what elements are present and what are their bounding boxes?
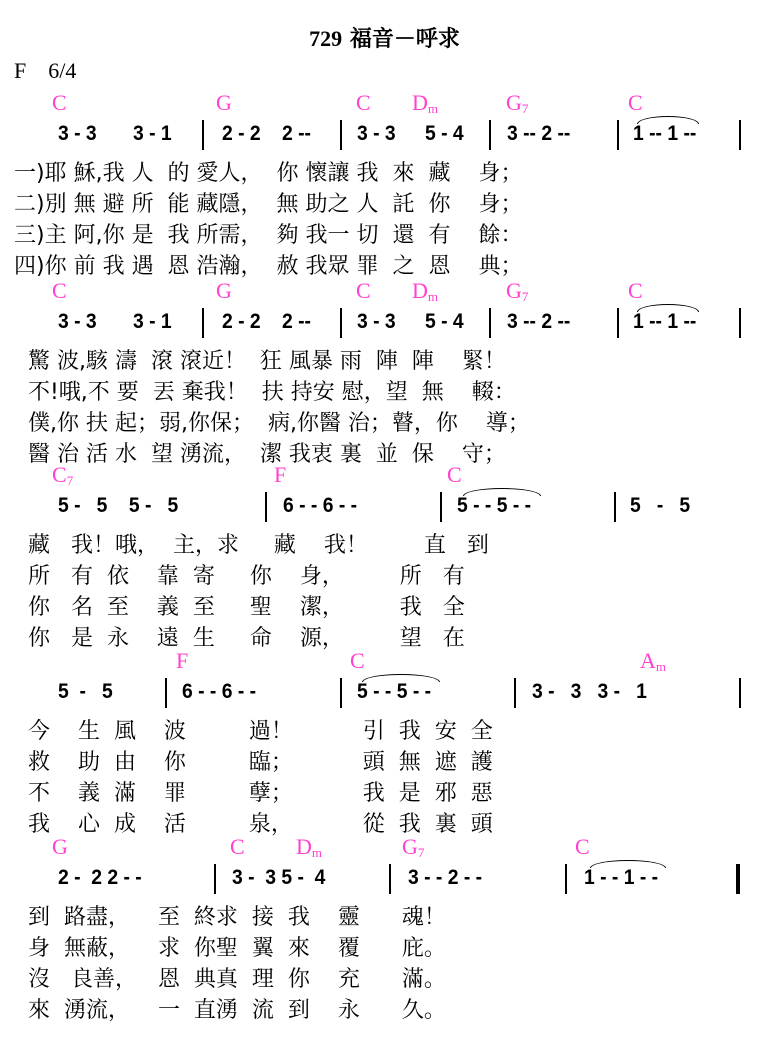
- note-group: 2 - 2: [222, 122, 261, 145]
- note-group: 5 - - 5 - -: [357, 680, 432, 703]
- chord-symbol: F: [274, 462, 287, 487]
- lyric-line-verse-4: 你 是 永 遠 生 命 源， 望 在: [14, 626, 465, 651]
- lyric-line-verse-2: 所 有 依 靠 寄 你 身， 所 有: [14, 564, 465, 589]
- note-group: 1 -- 1 --: [633, 310, 697, 333]
- chord-symbol: $D_m$: [412, 278, 439, 304]
- chord-symbol: G: [216, 90, 232, 115]
- note-group: 3 - 1: [133, 310, 172, 333]
- lyric-line-verse-1: 到 路盡， 至 終求 接 我 靈 魂！: [14, 905, 446, 930]
- note-group: 3 - 3: [58, 122, 97, 145]
- note-group: 5 - 4: [425, 122, 464, 145]
- note-group: 3 - 3 5 - 4: [232, 866, 326, 889]
- barline: [514, 678, 516, 708]
- chord-symbol: C: [230, 834, 245, 859]
- note-group: 3 - 3: [357, 310, 396, 333]
- song-title: [0, 22, 769, 53]
- barline: [565, 864, 567, 894]
- chord-symbol: $C_7$: [52, 462, 74, 488]
- note-group: 3 -- 2 --: [507, 122, 571, 145]
- note-group: 2 - 2 2 - -: [58, 866, 142, 889]
- lyric-line-verse-2: 不!哦,不 要 丟 棄我！ 扶 持安 慰，望 無 輟：: [14, 380, 516, 405]
- note-group: 2 - 2: [222, 310, 261, 333]
- tie-arc: [637, 116, 699, 124]
- tie-arc: [463, 488, 541, 496]
- note-group: 6 - - 6 - -: [182, 680, 257, 703]
- note-group: 3 -- 2 --: [507, 310, 571, 333]
- lyric-line-verse-4: 四)你 前 我 遇 恩 浩瀚， 赦 我眾 罪 之 恩 典；: [14, 254, 523, 279]
- lyric-line-verse-3: 三)主 阿,你 是 我 所需， 夠 我一 切 還 有 餘：: [14, 223, 523, 248]
- chord-symbol: $G_7$: [402, 834, 425, 860]
- tie-arc: [362, 674, 440, 682]
- chord-symbol: C: [350, 648, 365, 673]
- note-group: 5 - 5: [58, 680, 113, 703]
- chord-symbol: C: [52, 278, 67, 303]
- lyric-line-verse-2: 二)別 無 避 所 能 藏隱， 無 助之 人 託 你 身；: [14, 192, 523, 217]
- lyric-line-verse-3: 僕,你 扶 起；弱,你保； 病,你醫 治；瞽，你 導；: [14, 411, 530, 436]
- chord-symbol: C: [447, 462, 462, 487]
- key-signature: [14, 58, 98, 84]
- time-signature: 6/4: [48, 58, 77, 83]
- note-group: 1 - - 1 - -: [584, 866, 659, 889]
- lyric-line-verse-3: 你 名 至 義 至 聖 潔， 我 全: [14, 595, 465, 620]
- barline: [614, 492, 616, 522]
- barline: [389, 864, 391, 894]
- barline: [214, 864, 216, 894]
- chord-symbol: G: [52, 834, 68, 859]
- chord-symbol: F: [176, 648, 189, 673]
- lyric-line-verse-3: 沒 良善， 恩 典真 理 你 充 滿。: [14, 967, 446, 992]
- chord-symbol: C: [356, 278, 371, 303]
- chord-symbol: C: [52, 90, 67, 115]
- barline: [340, 120, 342, 150]
- chord-symbol: $G_7$: [506, 278, 529, 304]
- lyric-line-verse-3: 不 義 滿 罪 孽； 我 是 邪 惡: [14, 781, 493, 806]
- note-group: 6 - - 6 - -: [283, 494, 358, 517]
- tie-arc: [637, 304, 699, 312]
- chord-symbol: $A_m$: [640, 648, 667, 674]
- lyric-line-verse-4: 我 心 成 活 泉， 從 我 裏 頭: [14, 812, 493, 837]
- song-name: 福音－呼求: [349, 27, 460, 52]
- note-group: 3 - 1: [133, 122, 172, 145]
- chord-symbol: $D_m$: [412, 90, 439, 116]
- lyric-line-verse-4: 來 湧流， 一 直湧 流 到 永 久。: [14, 998, 446, 1023]
- lyric-line-verse-1: 今 生 風 波 過！ 引 我 安 全: [14, 719, 493, 744]
- song-number: 729: [309, 26, 343, 51]
- chord-symbol: G: [216, 278, 232, 303]
- lyric-line-verse-1: 藏 我！哦， 主，求 藏 我！ 直 到: [14, 533, 489, 558]
- barline: [202, 308, 204, 338]
- note-group: 3 - 3 3 - 1: [532, 680, 647, 703]
- note-group: 2 --: [282, 122, 311, 145]
- lyric-line-verse-2: 身 無蔽， 求 你聖 翼 來 覆 庇。: [14, 936, 446, 961]
- note-group: 5 - 4: [425, 310, 464, 333]
- chord-symbol: C: [628, 278, 643, 303]
- chord-symbol: C: [575, 834, 590, 859]
- barline: [340, 678, 342, 708]
- chord-symbol: C: [628, 90, 643, 115]
- note-group: 5 - - 5 - -: [457, 494, 532, 517]
- barline: [265, 492, 267, 522]
- note-group: 5 - 5 5 - 5: [58, 494, 179, 517]
- barline: [617, 308, 619, 338]
- barline: [739, 678, 741, 708]
- chord-symbol: $G_7$: [506, 90, 529, 116]
- note-group: 3 - 3: [357, 122, 396, 145]
- barline: [440, 492, 442, 522]
- lyric-line-verse-2: 救 助 由 你 臨； 頭 無 遮 護: [14, 750, 493, 775]
- barline: [489, 308, 491, 338]
- chord-symbol: C: [356, 90, 371, 115]
- chord-symbol: $D_m$: [296, 834, 323, 860]
- barline: [340, 308, 342, 338]
- key: F: [14, 58, 27, 83]
- note-group: 5 - 5: [630, 494, 691, 517]
- note-group: 3 - 3: [58, 310, 97, 333]
- final-barline: [736, 864, 740, 894]
- barline: [617, 120, 619, 150]
- lyric-line-verse-1: 一)耶 穌,我 人 的 愛人， 你 懷讓 我 來 藏 身；: [14, 161, 523, 186]
- barline: [739, 120, 741, 150]
- note-group: 1 -- 1 --: [633, 122, 697, 145]
- barline: [165, 678, 167, 708]
- tie-arc: [590, 860, 666, 868]
- barline: [489, 120, 491, 150]
- note-group: 3 - - 2 - -: [408, 866, 483, 889]
- barline: [202, 120, 204, 150]
- lyric-line-verse-4: 醫 治 活 水 望 湧流， 潔 我衷 裏 並 保 守；: [14, 442, 506, 467]
- note-group: 2 --: [282, 310, 311, 333]
- lyric-line-verse-1: 驚 波,駭 濤 滾 滾近！ 狂 風暴 雨 陣 陣 緊！: [14, 349, 506, 374]
- barline: [739, 308, 741, 338]
